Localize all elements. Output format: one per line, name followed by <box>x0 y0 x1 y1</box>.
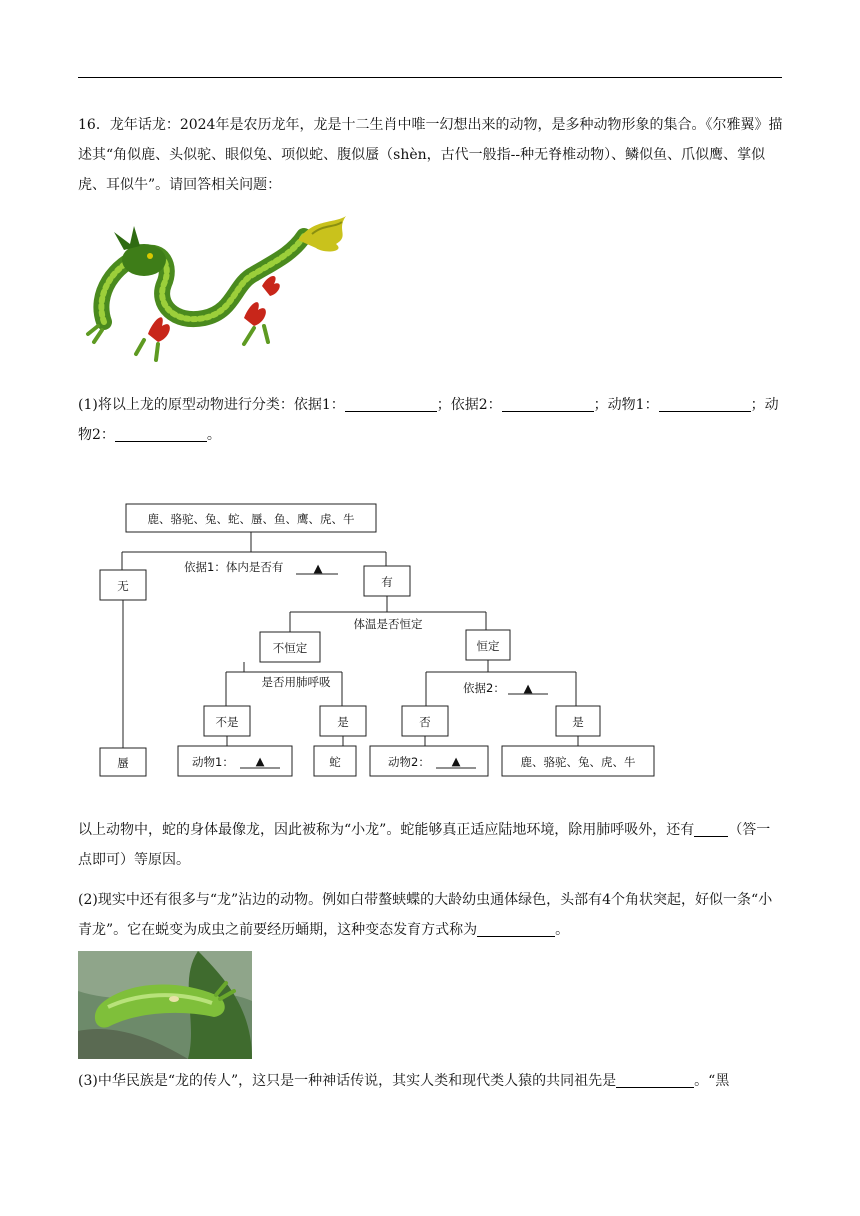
node-mammals-label: 鹿、骆驼、兔、虎、牛 <box>520 755 636 769</box>
answer-blank-ancestor[interactable] <box>616 1069 694 1088</box>
answer-blank-snake[interactable] <box>694 818 728 837</box>
question-intro: 16．龙年话龙：2024年是农历龙年，龙是十二生肖中唯一幻想出来的动物，是多种动物形象的集合。《尔雅翼》描述其“角似鹿、头似驼、眼似兔、项似蛇、腹似蜃（shèn，古代一般指--种无脊椎动物）、鳞似鱼、爪似鹰、掌似虎、耳似牛”。请回答相关问题： <box>78 117 783 193</box>
classification-tree <box>96 496 666 786</box>
temp-question-label: 体温是否恒定 <box>353 617 423 631</box>
criterion2-label: 依据2： <box>463 681 505 695</box>
triangle-marker-4: ▲ <box>451 754 461 768</box>
lung-question-label: 是否用肺呼吸 <box>261 675 331 689</box>
caterpillar-image <box>78 951 252 1059</box>
node-snake-label: 蛇 <box>329 755 341 769</box>
triangle-marker-2: ▲ <box>523 681 533 695</box>
node-animal2-label: 动物2： <box>388 755 430 769</box>
triangle-marker-1: ▲ <box>313 561 323 575</box>
node-not-is-label: 不是 <box>215 715 239 729</box>
node-no-label: 无 <box>117 579 129 593</box>
node-root-label: 鹿、骆驼、兔、蛇、蜃、鱼、鹰、虎、牛 <box>147 512 355 526</box>
criterion1-label: 依据1：体内是否有 <box>184 560 284 574</box>
question-2: (2)现实中还有很多与“龙”沾边的动物。例如白带螯蛱蝶的大龄幼虫通体绿色，头部有4个角状突起，好似一条“小青龙”。它在蜕变为成虫之前要经历蛹期，这种变态发育方式称为 。 <box>78 892 773 938</box>
node-yes-label: 有 <box>381 575 393 589</box>
answer-blank-metamorphosis[interactable] <box>477 918 555 937</box>
answer-blank-criterion1[interactable] <box>345 393 437 412</box>
dragon-image <box>84 214 356 376</box>
node-is-label: 是 <box>337 715 349 729</box>
node-fou-label: 否 <box>419 715 431 729</box>
question-3: (3)中华民族是“龙的传人”，这只是一种神话传说，其实人类和现代类人猿的共同祖先是 。“黑 <box>78 1066 784 1096</box>
node-shen-label: 蜃 <box>117 756 129 770</box>
node-not-constant-label: 不恒定 <box>272 641 308 655</box>
question-1: (1)将以上龙的原型动物进行分类：依据1： ；依据2： ；动物1： ；动物2： 。 <box>78 390 784 450</box>
node-shi-label: 是 <box>572 715 584 729</box>
answer-blank-criterion2[interactable] <box>502 393 594 412</box>
triangle-marker-3: ▲ <box>255 754 265 768</box>
answer-blank-animal2[interactable] <box>115 423 207 442</box>
node-constant-label: 恒定 <box>476 639 500 653</box>
top-rule <box>78 77 782 78</box>
answer-blank-animal1[interactable] <box>659 393 751 412</box>
node-animal1-label: 动物1： <box>192 755 234 769</box>
snake-question: 以上动物中，蛇的身体最像龙，因此被称为“小龙”。蛇能够真正适应陆地环境，除用肺呼吸外，还有 （答一点即可）等原因。 <box>78 815 784 875</box>
